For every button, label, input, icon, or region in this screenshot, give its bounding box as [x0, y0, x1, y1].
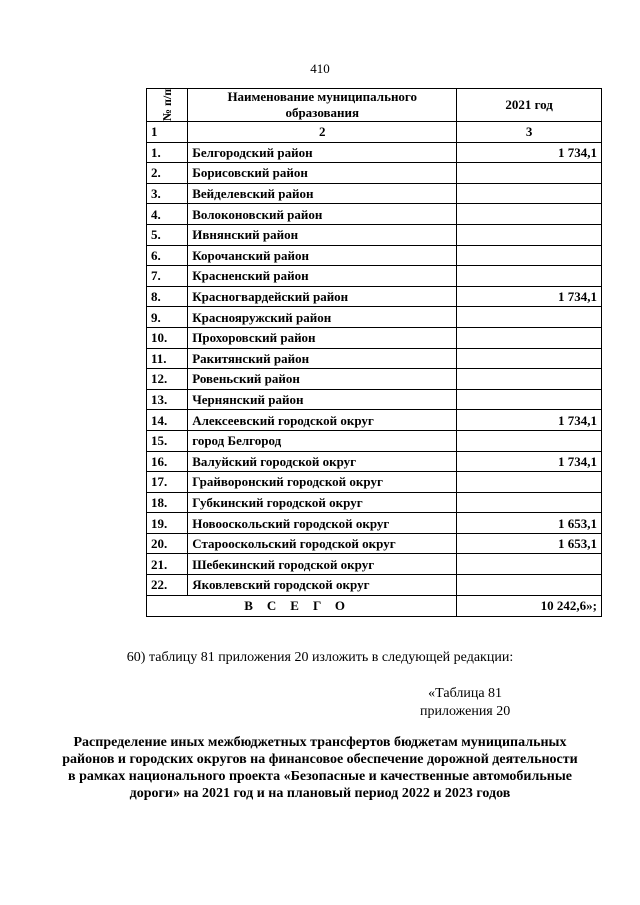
row-number: 5. [147, 224, 188, 245]
row-number: 16. [147, 451, 188, 472]
row-value [457, 245, 602, 266]
table-row [147, 307, 602, 328]
row-number: 14. [147, 410, 188, 431]
row-number: 18. [147, 492, 188, 513]
row-value: 1 653,1 [457, 513, 602, 534]
row-name: Прохоровский район [188, 327, 457, 348]
row-number: 12. [147, 369, 188, 390]
row-number: 6. [147, 245, 188, 266]
table-row [147, 575, 602, 596]
row-name: Волоконовский район [188, 204, 457, 225]
row-name: Яковлевский городской округ [188, 575, 457, 596]
total-value: 10 242,6»; [457, 595, 602, 616]
table-row [147, 204, 602, 225]
table-row [147, 266, 602, 287]
row-number: 19. [147, 513, 188, 534]
table-row [147, 472, 602, 493]
table-row [147, 142, 602, 163]
row-value [457, 369, 602, 390]
row-number: 22. [147, 575, 188, 596]
row-value [457, 348, 602, 369]
row-number: 21. [147, 554, 188, 575]
header-num: № п/п [147, 89, 188, 122]
row-value [457, 492, 602, 513]
table-row [147, 286, 602, 307]
table-row [147, 451, 602, 472]
row-value: 1 653,1 [457, 533, 602, 554]
col-number-1: 1 [147, 122, 188, 143]
row-name: Вейделевский район [188, 183, 457, 204]
row-number: 13. [147, 389, 188, 410]
row-number: 8. [147, 286, 188, 307]
attachment-line-1: «Таблица 81 [428, 686, 503, 701]
row-value: 1 734,1 [457, 451, 602, 472]
row-value [457, 163, 602, 184]
table-row [147, 327, 602, 348]
row-value [457, 554, 602, 575]
row-value [457, 327, 602, 348]
table-body [147, 142, 602, 595]
row-name: Грайворонский городской округ [188, 472, 457, 493]
table-row [147, 245, 602, 266]
attachment-line-2: приложения 20 [420, 704, 511, 719]
row-value [457, 389, 602, 410]
row-value [457, 575, 602, 596]
column-numbers-row [147, 122, 602, 143]
row-name: Краснояружский район [188, 307, 457, 328]
row-value: 1 734,1 [457, 142, 602, 163]
row-value [457, 183, 602, 204]
row-name: Чернянский район [188, 389, 457, 410]
row-name: Алексеевский городской округ [188, 410, 457, 431]
row-name: Новооскольский городской округ [188, 513, 457, 534]
row-number: 1. [147, 142, 188, 163]
row-name: Старооскольский городской округ [188, 533, 457, 554]
total-row [147, 595, 602, 616]
row-number: 4. [147, 204, 188, 225]
row-name: Ракитянский район [188, 348, 457, 369]
row-value [457, 307, 602, 328]
table-header-row [147, 89, 602, 122]
row-number: 11. [147, 348, 188, 369]
row-number: 10. [147, 327, 188, 348]
page-number: 410 [310, 61, 330, 76]
row-number: 2. [147, 163, 188, 184]
row-value: 1 734,1 [457, 410, 602, 431]
row-value [457, 266, 602, 287]
table-row [147, 513, 602, 534]
table-row [147, 183, 602, 204]
row-name: Ивнянский район [188, 224, 457, 245]
row-number: 15. [147, 430, 188, 451]
table-row [147, 430, 602, 451]
row-name: Красногвардейский район [188, 286, 457, 307]
table-row [147, 389, 602, 410]
row-name: Корочанский район [188, 245, 457, 266]
transfers-table [146, 88, 602, 617]
table-row [147, 224, 602, 245]
table-row [147, 369, 602, 390]
row-name: Ровеньский район [188, 369, 457, 390]
row-name: Валуйский городской округ [188, 451, 457, 472]
row-value [457, 204, 602, 225]
total-label: ВСЕГО [147, 595, 457, 616]
col-number-3: 3 [457, 122, 602, 143]
row-name: Шебекинский городской округ [188, 554, 457, 575]
row-number: 20. [147, 533, 188, 554]
row-name: Красненский район [188, 266, 457, 287]
row-name: город Белгород [188, 430, 457, 451]
row-number: 7. [147, 266, 188, 287]
table-heading: Распределение иных межбюджетных трансфертов бюджетам муниципальных районов и городских округов на финансовое обеспечение дорожной деятельности в рамках национального проекта «Безопасные и качественные автомобильные дороги» на 2021 год и на плановый период 2022 и 2023 годов [62, 735, 578, 801]
row-value [457, 430, 602, 451]
row-name: Губкинский городской округ [188, 492, 457, 513]
row-name: Белгородский район [188, 142, 457, 163]
table-row [147, 410, 602, 431]
row-value [457, 224, 602, 245]
row-value [457, 472, 602, 493]
row-value: 1 734,1 [457, 286, 602, 307]
header-year: 2021 год [457, 89, 602, 122]
table-row [147, 348, 602, 369]
row-number: 3. [147, 183, 188, 204]
instruction-text: 60) таблицу 81 приложения 20 изложить в следующей редакции: [126, 650, 514, 665]
attachment-caption [420, 685, 510, 721]
row-number: 9. [147, 307, 188, 328]
table-row [147, 492, 602, 513]
header-name: Наименование муниципального образования [188, 89, 457, 122]
table-row [147, 533, 602, 554]
table-row [147, 554, 602, 575]
col-number-2: 2 [188, 122, 457, 143]
row-number: 17. [147, 472, 188, 493]
table-row [147, 163, 602, 184]
row-name: Борисовский район [188, 163, 457, 184]
